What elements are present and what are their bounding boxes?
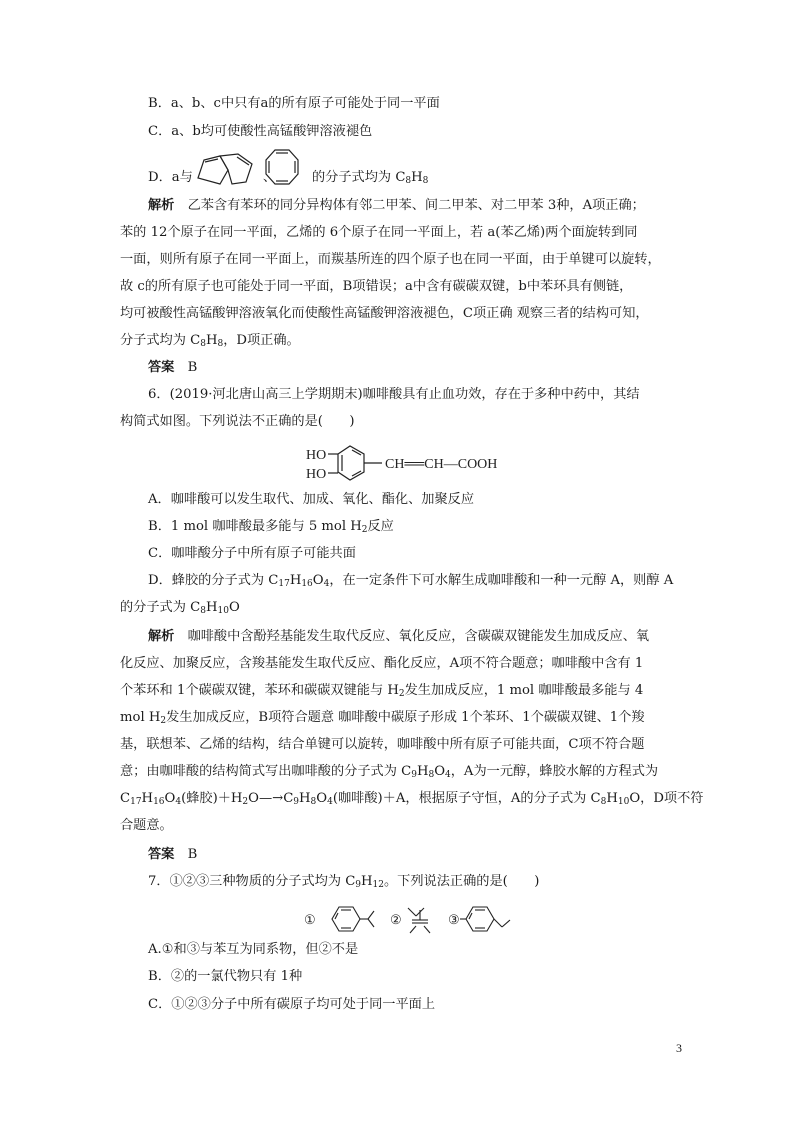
q5-explanation-line-3: 一面，则所有原子在同一平面上，而羰基所连的四个原子也在同一平面，由于单键可以旋转， (120, 252, 661, 267)
ethyl-methyl-benzene-structure (460, 907, 510, 931)
q5-option-c: C．a、b均可使酸性高锰酸钾溶液褪色 (148, 124, 373, 139)
caffeic-acid-structure (300, 440, 530, 488)
q6-option-a: A．咖啡酸可以发生取代、加成、氧化、酯化、加聚反应 (148, 492, 475, 507)
q6-answer: 答案 B (148, 847, 198, 862)
q6-option-d-line-2: 的分子式为 $C_8H_{10}O$ (120, 600, 240, 616)
q5-explanation-line-1: 解析 乙苯含有苯环的同分异构体有邻二甲苯、间二甲苯、对二甲苯 3种，A项正确； (148, 198, 645, 213)
q6-explanation-line-5: 基，联想苯、乙烯的结构，结合单键可以旋转，咖啡酸中所有原子可能共面，C项不符合题 (120, 737, 645, 752)
q7-stem: 7．①②③三种物质的分子式均为 $C_9H_{12}$。下列说法正确的是( ) (148, 874, 540, 890)
q5-explanation-line-5: 均可被酸性高锰酸钾溶液氧化而使酸性高锰酸钾溶液褪色，C项正确 观察三者的结构可知， (120, 306, 649, 321)
marker-3: ③ (448, 912, 460, 927)
q6-explanation-line-1: 解析 咖啡酸中含酚羟基能发生取代反应、氧化反应，含碳碳双键能发生加成反应、氧 (148, 629, 650, 644)
q6-option-d-line-1: D．蜂胶的分子式为 $C_{17}H_{16}O_4$，在一定条件下可水解生成咖啡酸和一种一元醇 A，则醇 A (148, 573, 674, 589)
q6-explanation-line-8: 合题意。 (120, 818, 173, 833)
q5-option-b: B．a、b、c中只有a的所有原子可能处于同一平面 (148, 96, 440, 111)
isopropylbenzene-structure (332, 907, 374, 931)
q6-stem-line-1: 6．(2019·河北唐山高三上学期期末)咖啡酸具有止血功效，存在于多种中药中，其结 (148, 387, 640, 402)
marker-1: ① (304, 912, 316, 927)
q6-explanation-line-6: 意；由咖啡酸的结构简式写出咖啡酸的分子式为 $C_9H_8O_4$，A为一元醇，蜂胶水解的方程式为 (120, 764, 659, 780)
q6-explanation-line-7: $C_{17}H_{16}O_4$(蜂胶)$+H_2O—\to C_9H_8O_4$(咖啡酸)＋A，根据原子守恒，A的分子式为 $C_8H_{10}O$，D项不符 (120, 791, 704, 807)
q6-explanation-line-3: 个苯环和 1个碳碳双键，苯环和碳碳双键能与 $H_2$发生加成反应，1 mol 咖啡酸最多能与 4 (120, 683, 644, 699)
q5-answer: 答案 B (148, 360, 198, 375)
eight-membered-ring-structure (264, 148, 300, 190)
hydroxyl-label-1: HO (306, 448, 327, 463)
page-number: 3 (676, 1041, 682, 1055)
q5-explanation-line-4: 故 c的所有原子也可能处于同一平面，B项错误；a中含有碳碳双键，b中苯环具有侧链， (120, 279, 633, 294)
hydroxyl-label-2: HO (306, 467, 327, 482)
q6-option-b: B．1 mol 咖啡酸最多能与 5 mol $H_2$反应 (148, 519, 394, 535)
q6-stem-line-2: 构简式如图。下列说法不正确的是( ) (120, 414, 355, 429)
q5-explanation-line-2: 苯的 12个原子在同一平面，乙烯的 6个原子在同一平面上，若 a(苯乙烯)两个面旋转到同 (120, 225, 638, 240)
marker-2: ② (390, 912, 402, 927)
q7-option-a: A.①和③与苯互为同系物，但②不是 (148, 942, 359, 957)
q7-structures (300, 900, 530, 942)
q6-explanation-line-4: mol $H_2$发生加成反应，B项符合题意 咖啡酸中碳原子形成 1个苯环、1个碳碳双键、1个羧 (120, 710, 645, 726)
q7-option-b: B．②的一氯代物只有 1种 (148, 969, 303, 984)
fused-bicyclic-structure (190, 150, 264, 194)
q5-option-d: D．a与 、 的分子式均为 $C_8H_8$ (148, 170, 429, 186)
q7-option-c: C．①②③分子中所有碳原子均可处于同一平面上 (148, 997, 436, 1012)
branched-alkene-structure (408, 908, 430, 933)
side-chain-label: CH══CH—COOH (385, 457, 498, 472)
q6-explanation-line-2: 化反应、加聚反应，含羧基能发生取代反应、酯化反应，A项不符合题意；咖啡酸中含有 1 (120, 656, 644, 671)
q5-explanation-line-6: 分子式均为 $C_8H_8$，D项正确。 (120, 333, 300, 349)
q6-option-c: C．咖啡酸分子中所有原子可能共面 (148, 546, 356, 561)
